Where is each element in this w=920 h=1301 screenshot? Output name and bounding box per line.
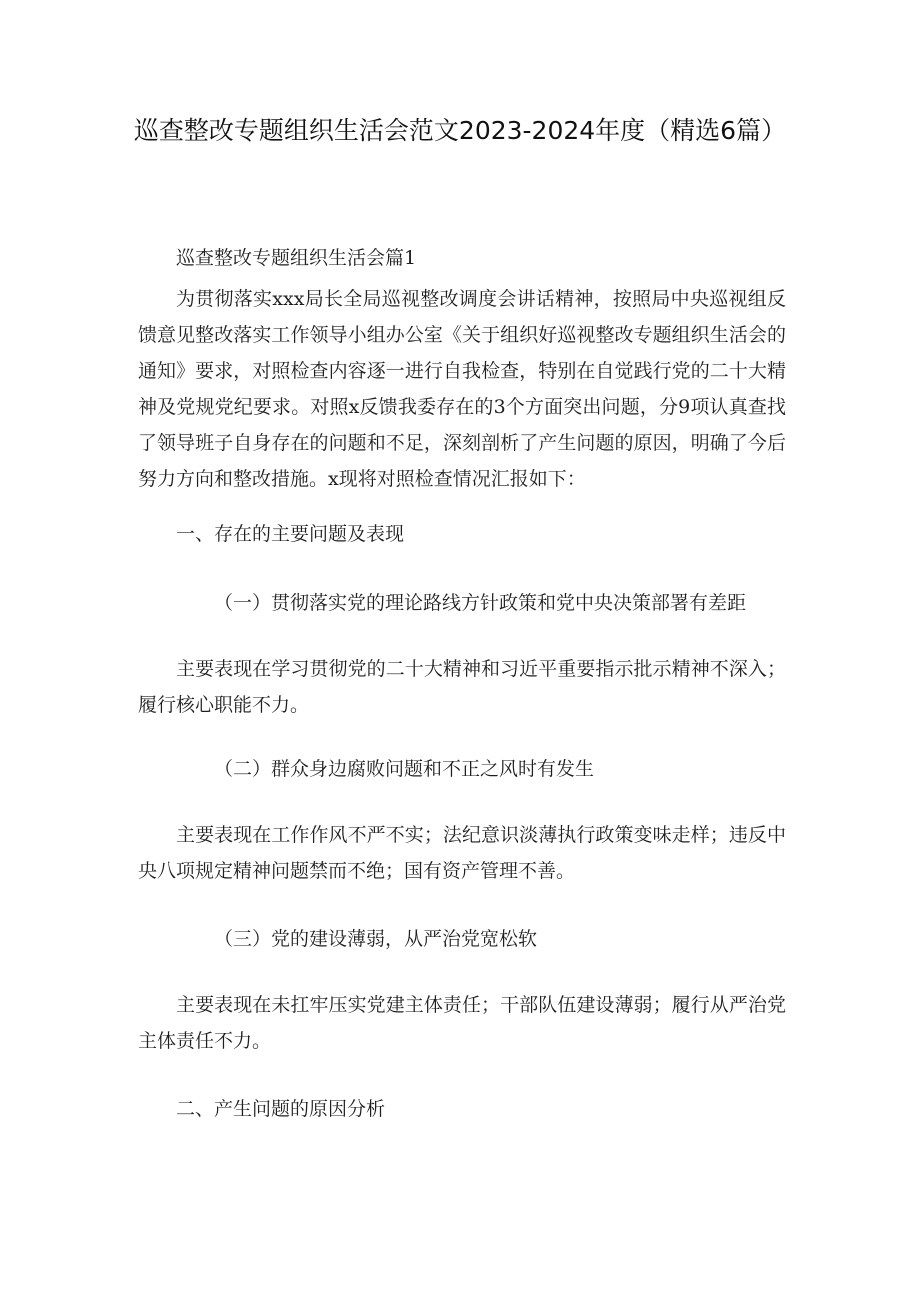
subheading-problem-1: （一）贯彻落实党的理论路线方针政策和党中央决策部署有差距 — [214, 592, 747, 614]
paragraph-problem-2-detail: 主要表现在工作作风不严不实；法纪意识淡薄执行政策变味走样；违反中央八项规定精神问题禁而不绝；国有资产管理不善。 — [138, 824, 786, 882]
paragraph-intro: 为贯彻落实xxx局长全局巡视整改调度会讲话精神，按照局中央巡视组反馈意见整改落实工作领导小组办公室《关于组织好巡视整改专题组织生活会的通知》要求，对照检查内容逐一进行自我检查，特别在自觉践行党的二十大精神及党规党纪要求。对照x反馈我委存在的3个方面突出问题，分9项认真查找了领导班子自身存在的问题和不足，深刻剖析了产生问题的原因，明确了今后努力方向和整改措施。x现将对照检查情况汇报如下： — [138, 288, 786, 490]
paragraph-problem-3-detail: 主要表现在未扛牢压实党建主体责任；干部队伍建设薄弱；履行从严治党主体责任不力。 — [138, 994, 786, 1052]
heading-main-problems: 一、存在的主要问题及表现 — [176, 523, 405, 545]
section-heading-chapter-1: 巡查整改专题组织生活会篇1 — [176, 247, 417, 269]
subheading-problem-3: （三）党的建设薄弱，从严治党宽松软 — [214, 928, 538, 950]
document-title: 巡查整改专题组织生活会范文2023-2024年度（精选6篇） — [133, 116, 787, 145]
heading-cause-analysis: 二、产生问题的原因分析 — [176, 1098, 386, 1120]
subheading-problem-2: （二）群众身边腐败问题和不正之风时有发生 — [214, 758, 595, 780]
paragraph-problem-1-detail: 主要表现在学习贯彻党的二十大精神和习近平重要指示批示精神不深入；履行核心职能不力。 — [138, 658, 786, 716]
